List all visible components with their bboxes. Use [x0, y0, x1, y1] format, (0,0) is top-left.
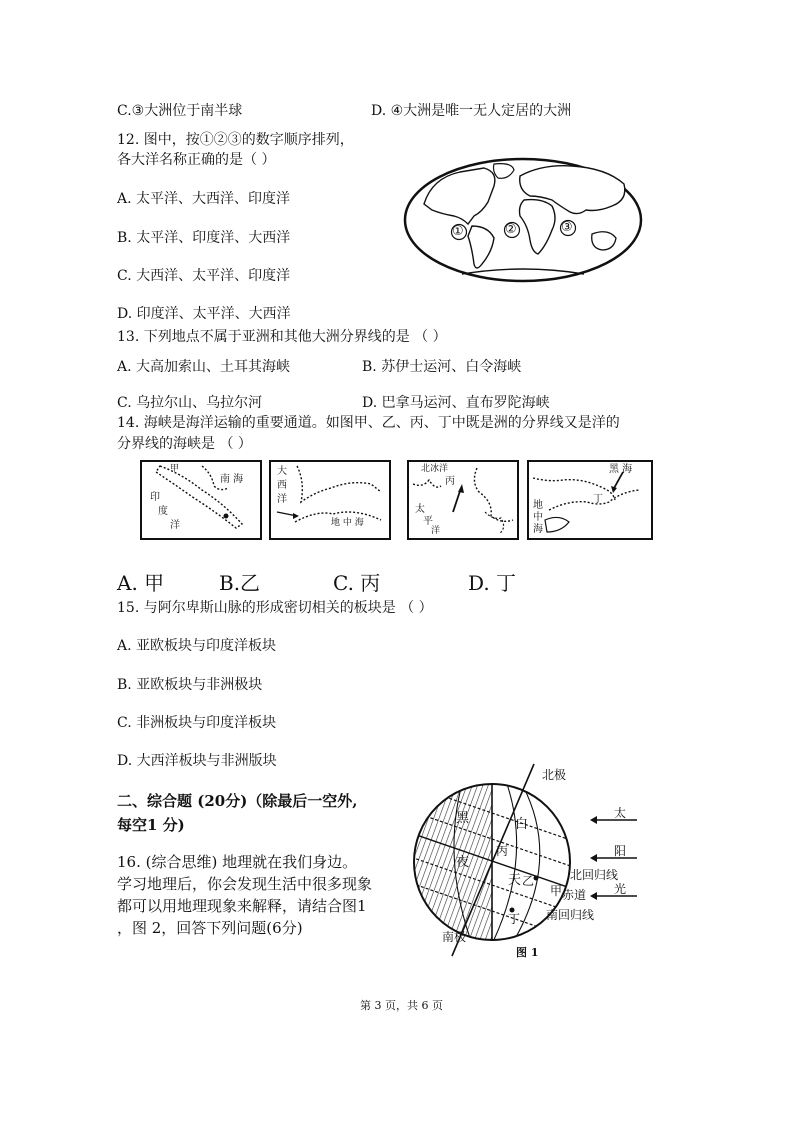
q15-stem: 15. 与阿尔卑斯山脉的形成密切相关的板块是 （ ） [117, 600, 433, 616]
q15-option-a: A. 亚欧板块与印度洋板块 [117, 638, 277, 654]
q13-stem: 13. 下列地点不属于亚洲和其他大洲分界线的是 （ ） [117, 329, 447, 345]
south-pole-label: 南极 [442, 930, 467, 944]
ocean-label-3: ③ [561, 220, 573, 235]
south-sea-label: 南 海 [220, 474, 244, 485]
q15-option-b: B. 亚欧板块与非洲极块 [117, 677, 263, 693]
dark-label: 黑 [456, 811, 470, 826]
black-sea-label: 黑 海 [609, 464, 633, 475]
atlantic-label-2: 西 [277, 480, 287, 491]
night-label: 夜 [456, 855, 470, 870]
strait-ding-label: 丁 [593, 494, 603, 505]
sunlight-label-3: 光 [614, 882, 627, 896]
globe-figure [412, 760, 652, 965]
ocean-label-1: ① [452, 224, 464, 239]
q13-option-a: A. 大高加索山、土耳其海峡 [117, 359, 291, 375]
q13-option-b: B. 苏伊士运河、白令海峡 [362, 359, 522, 375]
sunlight-label-1: 太 [614, 806, 627, 820]
atlantic-label-1: 大 [277, 466, 287, 477]
med-label-3: 海 [533, 524, 543, 535]
q11-option-c: C.③大洲位于南半球 [117, 103, 243, 119]
indian-ocean-label-2: 度 [158, 506, 168, 517]
q12-option-c: C. 大西洋、太平洋、印度洋 [117, 268, 291, 284]
point-bing-label: 丙 [496, 844, 509, 858]
indian-ocean-label-3: 洋 [170, 520, 180, 531]
q13-option-c: C. 乌拉尔山、乌拉尔河 [117, 395, 263, 411]
section2-heading-line1: 二、综合题 (20分)（除最后一空外, [117, 792, 358, 810]
strait-map-bing [407, 460, 519, 540]
ocean-label-2: ② [505, 222, 517, 237]
point-ding-label: 丁 [508, 912, 521, 926]
q12-stem-line2: 各大洋名称正确的是（ ） [117, 152, 276, 168]
q15-option-d: D. 大西洋板块与非洲版块 [117, 753, 277, 769]
q13-option-d: D. 巴拿马运河、直布罗陀海峡 [362, 395, 550, 411]
arctic-ocean-label: 北冰洋 [421, 464, 449, 474]
strait-map-ding [527, 460, 653, 540]
q14-option-d: D. 丁 [468, 571, 517, 595]
q12-option-a: A. 太平洋、大西洋、印度洋 [117, 191, 291, 207]
section2-heading-line2: 每空1 分) [117, 816, 185, 834]
q16-stem-line3: 都可以用地理现象来解释，请结合图1 [117, 897, 367, 915]
pacific-label-1: 太 [415, 504, 425, 515]
med-label-1: 地 [533, 500, 543, 511]
strait-map-yi [269, 460, 391, 540]
strait-jia-label: 甲 [170, 464, 180, 474]
atlantic-label-3: 洋 [277, 494, 287, 505]
north-pole-label: 北极 [542, 768, 567, 782]
q14-option-c: C. 丙 [333, 571, 381, 595]
q16-stem-line4: ，图 2，回答下列问题(6分) [117, 919, 303, 937]
q16-stem-line1: 16. (综合思维) 地理就在我们身边。 [117, 853, 358, 871]
indian-ocean-label-1: 印 [150, 492, 160, 503]
tropic-of-cancer-label: 北回归线 [570, 868, 619, 882]
q14-option-a: A. 甲 [117, 571, 165, 595]
equator-label: 赤道 [562, 888, 587, 902]
med-label-2: 中 [533, 512, 543, 523]
figure-1-caption: 图 1 [516, 946, 539, 959]
q12-stem-line1: 12. 图中，按①②③的数字顺序排列， [117, 132, 354, 148]
strait-bing-label: 丙 [445, 476, 455, 487]
q14-option-b: B.乙 [219, 571, 261, 595]
sunlight-label-2: 阳 [614, 844, 627, 858]
white-label: 白 [515, 817, 529, 832]
q15-option-c: C. 非洲板块与印度洋板块 [117, 715, 277, 731]
strait-map-jia [140, 460, 262, 540]
point-yi-label: 乙 [522, 874, 535, 888]
point-jia-label: 甲 [550, 884, 563, 898]
q12-option-d: D. 印度洋、太平洋、大西洋 [117, 306, 291, 322]
q12-option-b: B. 太平洋、印度洋、大西洋 [117, 230, 291, 246]
q14-stem-line2: 分界线的海峡是 （ ） [117, 436, 252, 452]
pacific-label-3: 洋 [431, 526, 441, 536]
q16-stem-line2: 学习地理后，你会发现生活中很多现象 [117, 875, 373, 893]
world-map-figure [402, 156, 644, 284]
pacific-label-2: 平 [423, 516, 433, 527]
tian-label: 天 [508, 873, 522, 888]
tropic-of-capricorn-label: 南回归线 [546, 908, 595, 922]
q14-stem-line1: 14. 海峡是海洋运输的重要通道。如图甲、乙、丙、丁中既是洲的分界线又是洋的 [117, 415, 620, 431]
mediterranean-label: 地 中 海 [331, 518, 364, 528]
q11-option-d: D. ④大洲是唯一无人定居的大洲 [371, 103, 572, 119]
page-footer: 第 3 页，共 6 页 [360, 999, 443, 1012]
